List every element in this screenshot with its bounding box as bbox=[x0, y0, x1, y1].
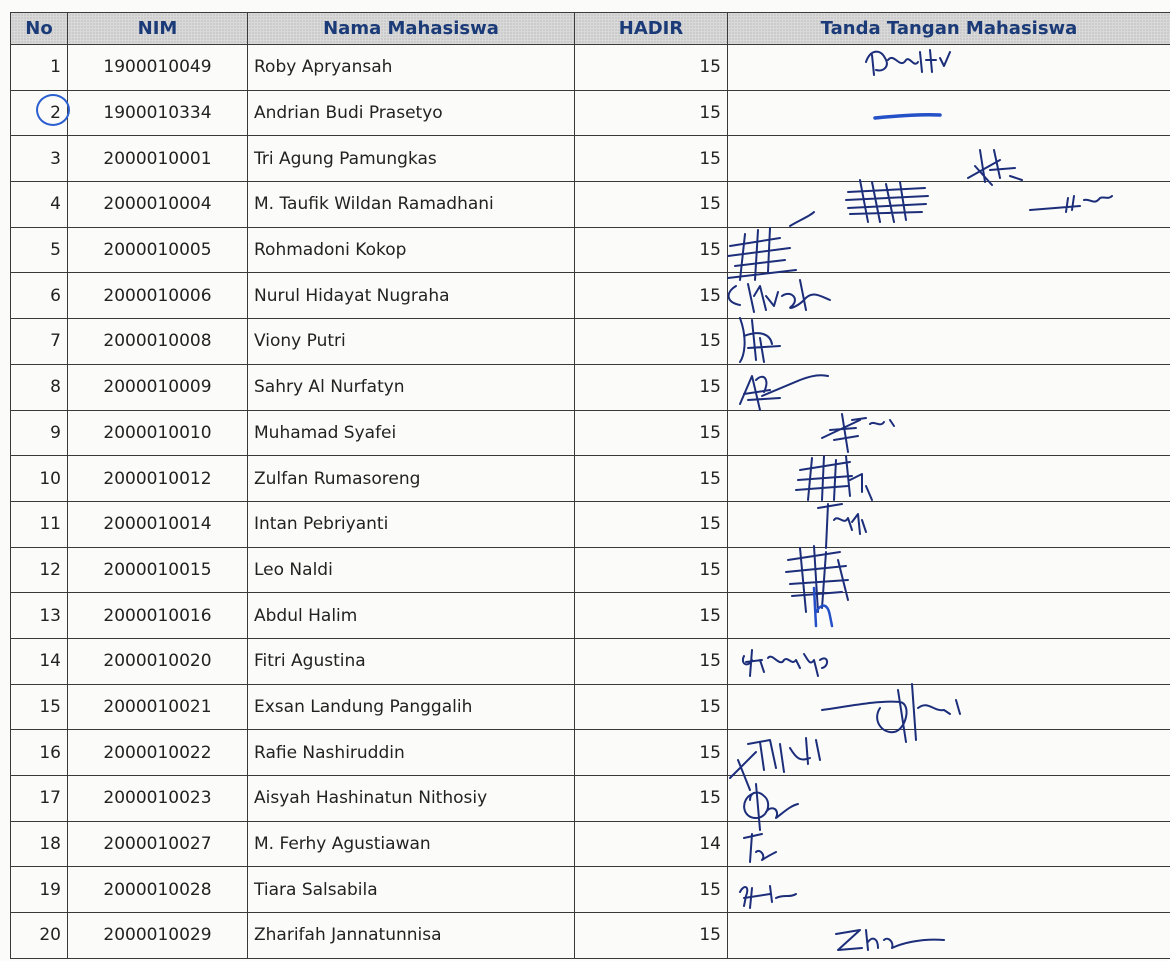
table-row bbox=[11, 410, 1170, 456]
row-attendance-count: 15 bbox=[575, 90, 728, 136]
table-row bbox=[11, 45, 1170, 91]
table-row bbox=[11, 501, 1170, 547]
row-signature-cell bbox=[728, 730, 1170, 776]
row-nim: 2000010009 bbox=[68, 364, 248, 410]
row-student-name: Andrian Budi Prasetyo bbox=[248, 90, 575, 136]
row-student-name: Exsan Landung Panggalih bbox=[248, 684, 575, 730]
row-nim: 2000010029 bbox=[68, 913, 248, 959]
table-row bbox=[11, 456, 1170, 502]
row-attendance-count: 15 bbox=[575, 776, 728, 822]
row-number: 4 bbox=[11, 182, 68, 228]
row-nim: 2000010028 bbox=[68, 867, 248, 913]
row-attendance-count: 15 bbox=[575, 136, 728, 182]
row-student-name: Rohmadoni Kokop bbox=[248, 227, 575, 273]
row-nim: 2000010008 bbox=[68, 319, 248, 365]
row-number: 12 bbox=[11, 547, 68, 593]
row-student-name: Sahry Al Nurfatyn bbox=[248, 364, 575, 410]
row-nim: 2000010021 bbox=[68, 684, 248, 730]
row-nim: 2000010012 bbox=[68, 456, 248, 502]
row-student-name: Tri Agung Pamungkas bbox=[248, 136, 575, 182]
row-signature-cell bbox=[728, 776, 1170, 822]
row-nim: 1900010049 bbox=[68, 45, 248, 91]
table-row bbox=[11, 913, 1170, 959]
row-signature-cell bbox=[728, 182, 1170, 228]
row-nim: 2000010010 bbox=[68, 410, 248, 456]
row-signature-cell bbox=[728, 501, 1170, 547]
row-attendance-count: 15 bbox=[575, 410, 728, 456]
table-row bbox=[11, 90, 1170, 136]
row-nim: 1900010334 bbox=[68, 90, 248, 136]
pen-circle-mark bbox=[36, 94, 70, 126]
row-number: 20 bbox=[11, 913, 68, 959]
row-attendance-count: 15 bbox=[575, 364, 728, 410]
row-attendance-count: 15 bbox=[575, 684, 728, 730]
row-signature-cell bbox=[728, 90, 1170, 136]
row-attendance-count: 15 bbox=[575, 913, 728, 959]
row-student-name: Aisyah Hashinatun Nithosiy bbox=[248, 776, 575, 822]
row-nim: 2000010027 bbox=[68, 821, 248, 867]
table-row bbox=[11, 684, 1170, 730]
row-attendance-count: 15 bbox=[575, 456, 728, 502]
row-student-name: Zulfan Rumasoreng bbox=[248, 456, 575, 502]
row-number-text: 2 bbox=[50, 103, 61, 124]
table-row bbox=[11, 319, 1170, 365]
header-row bbox=[11, 13, 1170, 45]
row-signature-cell bbox=[728, 456, 1170, 502]
row-student-name: Roby Apryansah bbox=[248, 45, 575, 91]
row-nim: 2000010023 bbox=[68, 776, 248, 822]
row-number: 13 bbox=[11, 593, 68, 639]
row-attendance-count: 15 bbox=[575, 593, 728, 639]
header-signature: Tanda Tangan Mahasiswa bbox=[728, 13, 1170, 45]
table-row bbox=[11, 776, 1170, 822]
row-nim: 2000010016 bbox=[68, 593, 248, 639]
table-row bbox=[11, 593, 1170, 639]
row-attendance-count: 14 bbox=[575, 821, 728, 867]
row-number: 14 bbox=[11, 638, 68, 684]
row-number: 7 bbox=[11, 319, 68, 365]
table-row bbox=[11, 227, 1170, 273]
row-number: 5 bbox=[11, 227, 68, 273]
row-student-name: Muhamad Syafei bbox=[248, 410, 575, 456]
row-signature-cell bbox=[728, 684, 1170, 730]
row-attendance-count: 15 bbox=[575, 501, 728, 547]
row-signature-cell bbox=[728, 593, 1170, 639]
table-row bbox=[11, 547, 1170, 593]
table-row bbox=[11, 136, 1170, 182]
row-student-name: Tiara Salsabila bbox=[248, 867, 575, 913]
row-attendance-count: 15 bbox=[575, 638, 728, 684]
header-nim: NIM bbox=[68, 13, 248, 45]
table-body bbox=[11, 45, 1170, 959]
row-student-name: Zharifah Jannatunnisa bbox=[248, 913, 575, 959]
row-nim: 2000010014 bbox=[68, 501, 248, 547]
row-nim: 2000010001 bbox=[68, 136, 248, 182]
row-signature-cell bbox=[728, 867, 1170, 913]
row-nim: 2000010022 bbox=[68, 730, 248, 776]
row-signature-cell bbox=[728, 45, 1170, 91]
row-signature-cell bbox=[728, 821, 1170, 867]
row-nim: 2000010020 bbox=[68, 638, 248, 684]
table-row bbox=[11, 364, 1170, 410]
row-number: 9 bbox=[11, 410, 68, 456]
row-nim: 2000010005 bbox=[68, 227, 248, 273]
table-row bbox=[11, 867, 1170, 913]
attendance-table bbox=[10, 12, 1170, 959]
row-signature-cell bbox=[728, 913, 1170, 959]
row-student-name: Abdul Halim bbox=[248, 593, 575, 639]
row-student-name: Fitri Agustina bbox=[248, 638, 575, 684]
table-row bbox=[11, 821, 1170, 867]
row-attendance-count: 15 bbox=[575, 227, 728, 273]
row-attendance-count: 15 bbox=[575, 273, 728, 319]
row-attendance-count: 15 bbox=[575, 45, 728, 91]
row-number bbox=[11, 90, 68, 136]
row-number: 17 bbox=[11, 776, 68, 822]
row-attendance-count: 15 bbox=[575, 319, 728, 365]
row-number: 16 bbox=[11, 730, 68, 776]
row-nim: 2000010015 bbox=[68, 547, 248, 593]
row-number: 15 bbox=[11, 684, 68, 730]
table-row bbox=[11, 730, 1170, 776]
row-signature-cell bbox=[728, 547, 1170, 593]
row-student-name: Nurul Hidayat Nugraha bbox=[248, 273, 575, 319]
row-number: 8 bbox=[11, 364, 68, 410]
row-signature-cell bbox=[728, 638, 1170, 684]
row-signature-cell bbox=[728, 227, 1170, 273]
header-no: No bbox=[11, 13, 68, 45]
row-attendance-count: 15 bbox=[575, 182, 728, 228]
row-number: 18 bbox=[11, 821, 68, 867]
row-signature-cell bbox=[728, 136, 1170, 182]
row-student-name: Rafie Nashiruddin bbox=[248, 730, 575, 776]
row-nim: 2000010006 bbox=[68, 273, 248, 319]
row-number: 19 bbox=[11, 867, 68, 913]
row-attendance-count: 15 bbox=[575, 730, 728, 776]
row-signature-cell bbox=[728, 364, 1170, 410]
row-student-name: M. Ferhy Agustiawan bbox=[248, 821, 575, 867]
row-number: 10 bbox=[11, 456, 68, 502]
row-number: 1 bbox=[11, 45, 68, 91]
row-signature-cell bbox=[728, 410, 1170, 456]
row-student-name: Intan Pebriyanti bbox=[248, 501, 575, 547]
header-hadir: HADIR bbox=[575, 13, 728, 45]
row-number: 11 bbox=[11, 501, 68, 547]
table-row bbox=[11, 638, 1170, 684]
row-attendance-count: 15 bbox=[575, 867, 728, 913]
row-attendance-count: 15 bbox=[575, 547, 728, 593]
row-number: 3 bbox=[11, 136, 68, 182]
table-row bbox=[11, 182, 1170, 228]
header-name: Nama Mahasiswa bbox=[248, 13, 575, 45]
row-number: 6 bbox=[11, 273, 68, 319]
row-student-name: M. Taufik Wildan Ramadhani bbox=[248, 182, 575, 228]
circled-number bbox=[50, 103, 61, 123]
row-signature-cell bbox=[728, 273, 1170, 319]
row-student-name: Leo Naldi bbox=[248, 547, 575, 593]
row-student-name: Viony Putri bbox=[248, 319, 575, 365]
table-row bbox=[11, 273, 1170, 319]
row-signature-cell bbox=[728, 319, 1170, 365]
row-nim: 2000010004 bbox=[68, 182, 248, 228]
